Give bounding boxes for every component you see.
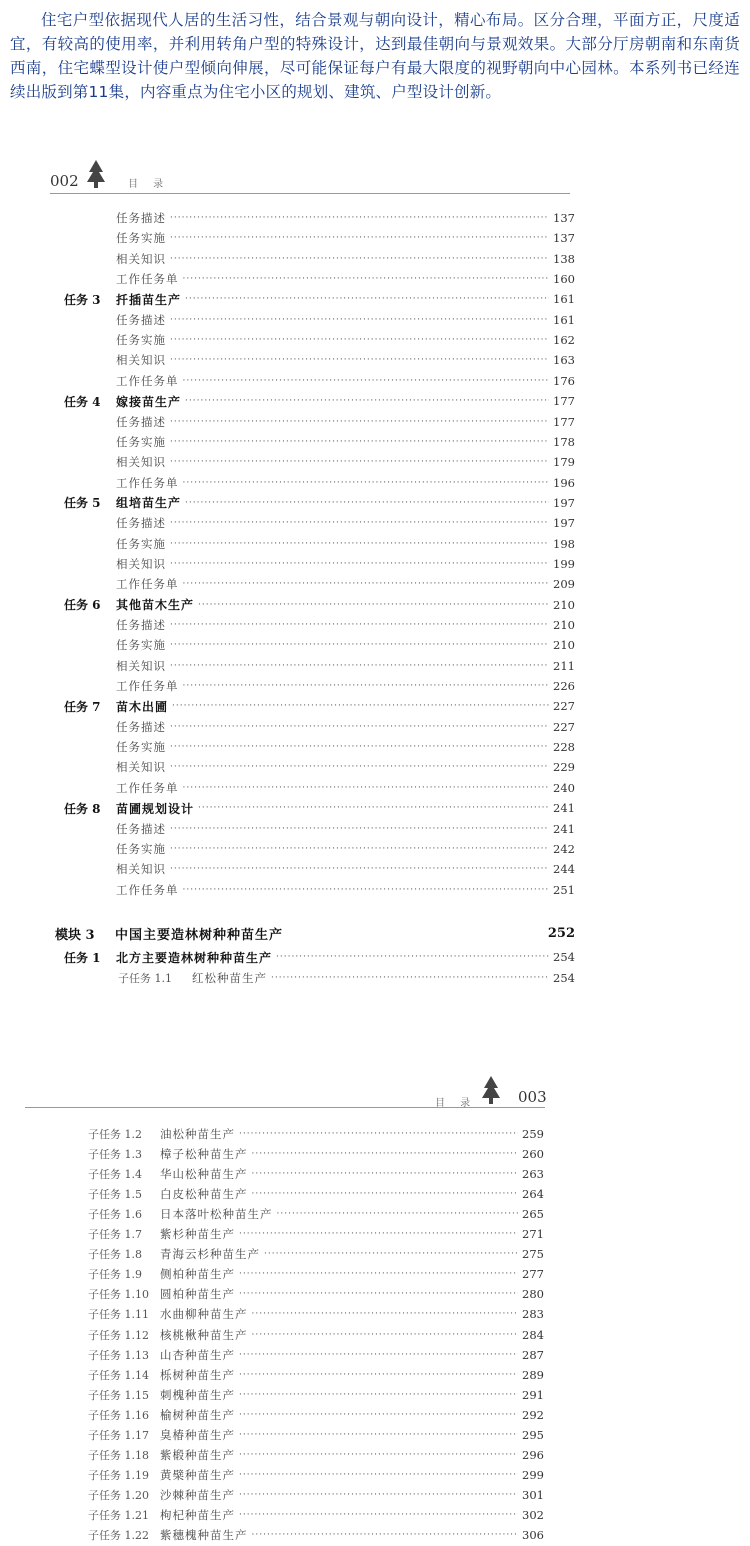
toc-page-number: 284 [522, 1327, 544, 1342]
toc-page-number: 177 [553, 414, 575, 429]
toc-leader-dots [170, 417, 549, 427]
toc-entry-code: 子任务 1.14 [88, 1368, 149, 1382]
toc-item-entry[interactable] [116, 412, 575, 432]
toc-item-entry[interactable] [116, 452, 575, 472]
toc-entry-code: 任务 8 [64, 801, 101, 816]
toc-entry-label: 华山松种苗生产 [160, 1167, 248, 1182]
toc-subtask-entry[interactable] [88, 1465, 544, 1485]
toc-subtask-entry[interactable] [88, 1325, 544, 1345]
toc-entry-label: 山杏种苗生产 [160, 1347, 235, 1362]
tree-icon [86, 160, 106, 190]
toc-page-number: 263 [522, 1167, 544, 1182]
toc-page-number: 264 [522, 1187, 544, 1202]
toc-entry-code: 任务 3 [64, 292, 101, 307]
toc-entry-label: 沙棘种苗生产 [160, 1487, 235, 1502]
toc-leader-dots [252, 1530, 519, 1540]
toc-leader-dots [183, 783, 550, 793]
toc-page-number: 138 [553, 251, 575, 266]
toc-subtask-entry[interactable] [88, 1304, 544, 1324]
toc-leader-dots [252, 1189, 519, 1199]
toc-entry-label: 青海云杉种苗生产 [160, 1247, 260, 1262]
toc-leader-dots [170, 864, 549, 874]
toc-item-entry[interactable] [116, 371, 575, 391]
toc-leader-dots [170, 213, 549, 223]
toc-entry-label: 任务描述 [116, 719, 166, 734]
toc-page-number: 301 [522, 1487, 544, 1502]
toc-entry-label: 任务描述 [116, 618, 166, 632]
toc-page-number: 137 [553, 231, 575, 246]
toc-entry-code: 子任务 1.3 [88, 1148, 142, 1162]
toc-page-number: 227 [553, 719, 575, 734]
toc-page-number: 197 [553, 516, 575, 531]
toc-entry-label: 工作任务单 [116, 780, 179, 795]
toc-entry-code: 任务 7 [64, 699, 101, 714]
toc-item-entry[interactable] [116, 717, 575, 737]
toc-leader-dots [239, 1490, 518, 1500]
toc-entry-label: 刺槐种苗生产 [160, 1387, 235, 1402]
toc-entry-label: 扦插苗生产 [116, 292, 182, 307]
toc-item-entry[interactable] [116, 310, 575, 330]
toc-page-number: 179 [553, 455, 575, 470]
toc-leader-dots [170, 233, 549, 243]
toc-subtask-entry[interactable] [88, 1224, 544, 1244]
toc-subtask-entry[interactable] [88, 1184, 544, 1204]
toc-entry-label: 其他苗木生产 [116, 598, 195, 613]
toc-subtask-entry[interactable] [88, 1525, 544, 1545]
toc-entry-code: 子任务 1.22 [88, 1529, 149, 1542]
toc-entry-code: 子任务 1.2 [88, 1128, 142, 1141]
toc-item-entry[interactable] [116, 330, 575, 350]
toc-entry-code: 子任务 1.9 [88, 1268, 142, 1282]
toc-leader-dots [170, 457, 549, 467]
toc-page-number: 210 [553, 597, 575, 612]
toc-entry-label: 栎树种苗生产 [160, 1367, 235, 1382]
toc-subtask-entry[interactable] [88, 1264, 544, 1284]
toc-task-entry[interactable] [64, 696, 575, 716]
page-header [25, 1080, 545, 1110]
page-header [50, 160, 570, 190]
toc-subtask-entry[interactable] [88, 1425, 544, 1445]
toc-item-entry[interactable] [116, 574, 575, 594]
toc-leader-dots [239, 1470, 518, 1480]
page-number: 003 [518, 1088, 547, 1106]
toc-page-number: 210 [553, 618, 575, 632]
running-head: 目 录 [128, 179, 170, 190]
toc-leader-dots [170, 742, 549, 752]
toc-entry-label: 紫穗槐种苗生产 [160, 1528, 248, 1542]
toc-page-number: 227 [553, 699, 575, 714]
toc-page-number: 137 [553, 211, 575, 225]
toc-subtask-entry[interactable] [88, 1204, 544, 1224]
toc-item-entry[interactable] [116, 635, 575, 655]
toc-leader-dots [170, 722, 549, 732]
toc-entry-label: 工作任务单 [116, 577, 179, 592]
toc-page-number: 299 [522, 1467, 544, 1482]
toc-page-number: 241 [553, 821, 575, 836]
toc-page-number: 271 [522, 1227, 544, 1242]
toc-entry-label: 红松种苗生产 [192, 970, 267, 985]
toc-task-entry[interactable] [64, 391, 575, 411]
toc-entry-code: 子任务 1.8 [88, 1248, 142, 1262]
toc-entry-code: 任务 5 [64, 496, 101, 511]
toc-subtask-entry[interactable] [88, 1244, 544, 1264]
toc-entry-label: 工作任务单 [116, 475, 179, 490]
toc-entry-code: 子任务 1.5 [88, 1188, 142, 1202]
toc-leader-dots [170, 762, 549, 772]
toc-entry-label: 工作任务单 [116, 373, 179, 388]
toc-subtask-entry[interactable] [118, 968, 575, 988]
toc-subtask-entry[interactable] [88, 1445, 544, 1465]
toc-entry-label: 紫椴种苗生产 [160, 1447, 235, 1462]
toc-page-number: 306 [522, 1528, 544, 1542]
toc-entry-label: 任务描述 [116, 516, 166, 531]
toc-leader-dots [170, 539, 549, 549]
toc-task-entry[interactable] [64, 493, 575, 513]
toc-entry-label: 樟子松种苗生产 [160, 1147, 248, 1162]
toc-page-number: 265 [522, 1207, 544, 1222]
toc-entry-label: 水曲柳种苗生产 [160, 1307, 248, 1322]
toc-page-number: 252 [547, 925, 575, 941]
toc-entry-code: 子任务 1.10 [88, 1288, 149, 1302]
toc-entry-code: 子任务 1.12 [88, 1328, 149, 1342]
toc-leader-dots [170, 254, 549, 264]
toc-entry-label: 嫁接苗生产 [116, 394, 182, 409]
toc-entry-label: 枸杞种苗生产 [160, 1507, 235, 1522]
toc-entry-label: 相关知识 [116, 353, 166, 368]
toc-item-entry[interactable] [116, 880, 575, 900]
toc-entry-code: 子任务 1.21 [88, 1508, 149, 1522]
toc-page-number: 210 [553, 638, 575, 653]
toc-item-entry[interactable] [116, 656, 575, 676]
toc-item-entry[interactable] [116, 473, 575, 493]
toc-entry-code: 任务 1 [64, 950, 101, 965]
toc-page-number: 244 [553, 862, 575, 877]
toc-entry-code: 任务 6 [64, 598, 101, 613]
toc-entry-label: 任务描述 [116, 821, 166, 836]
toc-module-entry[interactable] [55, 923, 575, 943]
toc-entry-code: 模块 3 [55, 927, 95, 943]
toc-leader-dots [252, 1309, 519, 1319]
toc-page-number: 240 [553, 780, 575, 795]
toc-leader-dots [185, 294, 549, 304]
toc-entry-label: 任务实施 [116, 536, 166, 551]
toc-task-entry[interactable] [64, 947, 575, 967]
toc-entry-label: 日本落叶松种苗生产 [160, 1207, 273, 1222]
toc-leader-dots [183, 681, 550, 691]
toc-entry-label: 任务实施 [116, 434, 166, 449]
toc-entry-label: 核桃楸种苗生产 [160, 1327, 248, 1342]
toc-item-entry[interactable] [116, 269, 575, 289]
toc-entry-label: 任务描述 [116, 312, 166, 327]
toc-item-entry[interactable] [116, 208, 575, 228]
running-head: 目 录 [435, 1098, 477, 1109]
toc-leader-dots [271, 973, 549, 983]
toc-leader-dots [183, 579, 550, 589]
toc-page-number: 197 [553, 495, 575, 510]
toc-item-entry[interactable] [116, 534, 575, 554]
header-rule [50, 193, 570, 194]
toc-page-number: 302 [522, 1507, 544, 1522]
toc-item-entry[interactable] [116, 839, 575, 859]
toc-leader-dots [239, 1390, 518, 1400]
toc-entry-label: 任务描述 [116, 414, 166, 429]
toc-page-002 [0, 155, 750, 995]
toc-leader-dots [170, 620, 549, 630]
toc-page-number: 251 [553, 882, 575, 897]
toc-page-number: 254 [553, 950, 575, 964]
toc-entry-label: 侧柏种苗生产 [160, 1267, 235, 1282]
toc-page-number: 259 [522, 1127, 544, 1141]
toc-leader-dots [185, 498, 549, 508]
toc-leader-dots [264, 1249, 518, 1259]
toc-page-number: 283 [522, 1307, 544, 1322]
toc-entry-code: 子任务 1.7 [88, 1228, 142, 1242]
toc-item-entry[interactable] [116, 859, 575, 879]
toc-entry-code: 子任务 1.1 [118, 971, 172, 985]
toc-subtask-entry[interactable] [88, 1284, 544, 1304]
toc-leader-dots [239, 1289, 518, 1299]
toc-leader-dots [170, 559, 549, 569]
toc-leader-dots [183, 376, 550, 386]
toc-entry-code: 子任务 1.6 [88, 1208, 142, 1222]
toc-subtask-entry[interactable] [88, 1365, 544, 1385]
toc-entry-code: 子任务 1.13 [88, 1348, 149, 1362]
toc-page-number: 296 [522, 1447, 544, 1462]
toc-leader-dots [198, 803, 549, 813]
toc-task-entry[interactable] [64, 595, 575, 615]
toc-item-entry[interactable] [116, 615, 575, 635]
toc-page-number: 260 [522, 1147, 544, 1162]
toc-page-number: 198 [553, 536, 575, 551]
toc-leader-dots [170, 824, 549, 834]
toc-leader-dots [185, 396, 549, 406]
toc-subtask-entry[interactable] [88, 1144, 544, 1164]
toc-page-number: 209 [553, 577, 575, 592]
toc-page-number: 160 [553, 272, 575, 287]
toc-entry-label: 相关知识 [116, 658, 166, 673]
toc-page-number: 178 [553, 434, 575, 449]
toc-entry-label: 苗圃规划设计 [116, 801, 195, 816]
toc-leader-dots [252, 1330, 519, 1340]
toc-page-number: 228 [553, 740, 575, 755]
toc-page-number: 226 [553, 679, 575, 694]
toc-leader-dots [239, 1410, 518, 1420]
toc-entry-code: 子任务 1.11 [88, 1308, 149, 1322]
toc-leader-dots [252, 1149, 519, 1159]
toc-page-number: 289 [522, 1367, 544, 1382]
toc-entry-code: 任务 4 [64, 394, 101, 409]
toc-entry-label: 任务实施 [116, 841, 166, 856]
toc-entry-code: 子任务 1.18 [88, 1448, 149, 1462]
toc-item-entry[interactable] [116, 819, 575, 839]
toc-leader-dots [183, 885, 550, 895]
page-number: 002 [50, 172, 79, 190]
toc-page-number: 211 [553, 658, 575, 673]
toc-page-number: 295 [522, 1427, 544, 1442]
toc-leader-dots [239, 1430, 518, 1440]
toc-entry-label: 黄檗种苗生产 [160, 1467, 235, 1482]
toc-page-number: 277 [522, 1267, 544, 1282]
toc-entry-code: 子任务 1.16 [88, 1408, 149, 1422]
intro-paragraph: 住宅户型依据现代人居的生活习性，结合景观与朝向设计，精心布局。区分合理，平面方正，尺度适宜，有较高的使用率，并利用转角户型的特殊设计，达到最佳朝向与景观效果。大部分厅房朝南和东南货西南，住宅蝶型设计使户型倾向伸展，尽可能保证每户有最大限度的视野朝向中心园林。本系列书已经连续出版到第11集，内容重点为住宅小区的规划、建筑、户型设计创新。 [10, 11, 740, 101]
toc-entry-label: 任务实施 [116, 740, 166, 755]
toc-item-entry[interactable] [116, 513, 575, 533]
toc-page-number: 292 [522, 1407, 544, 1422]
toc-entry-label: 任务描述 [116, 211, 166, 225]
toc-page-number: 161 [553, 312, 575, 327]
toc-page-number: 287 [522, 1347, 544, 1362]
toc-entry-label: 榆树种苗生产 [160, 1407, 235, 1422]
toc-subtask-entry[interactable] [88, 1405, 544, 1425]
toc-task-entry[interactable] [64, 289, 575, 309]
toc-entry-label: 苗木出圃 [116, 699, 169, 714]
toc-leader-dots [239, 1269, 518, 1279]
toc-page-number: 162 [553, 333, 575, 348]
toc-page-number: 161 [553, 292, 575, 307]
toc-entry-label: 紫杉种苗生产 [160, 1227, 235, 1242]
toc-entry-label: 任务实施 [116, 638, 166, 653]
toc-page-number: 242 [553, 841, 575, 856]
toc-page-number: 199 [553, 556, 575, 571]
toc-leader-dots [198, 600, 549, 610]
toc-leader-dots [276, 952, 549, 962]
toc-page-number: 280 [522, 1287, 544, 1302]
toc-entry-label: 任务实施 [116, 231, 166, 246]
toc-page-number: 176 [553, 373, 575, 388]
toc-entry-label: 相关知识 [116, 251, 166, 266]
toc-entry-label: 北方主要造林树种种苗生产 [116, 950, 273, 965]
toc-item-entry[interactable] [116, 737, 575, 757]
toc-task-entry[interactable] [64, 798, 575, 818]
toc-page-number: 275 [522, 1247, 544, 1262]
toc-leader-dots [170, 844, 549, 854]
toc-item-entry[interactable] [116, 757, 575, 777]
toc-leader-dots [170, 661, 549, 671]
toc-entry-label: 任务实施 [116, 333, 166, 348]
toc-subtask-entry[interactable] [88, 1124, 544, 1144]
toc-entry-code: 子任务 1.15 [88, 1388, 149, 1402]
toc-entry-label: 油松种苗生产 [160, 1127, 235, 1141]
toc-page-003 [0, 1075, 750, 1546]
toc-entry-label: 白皮松种苗生产 [160, 1187, 248, 1202]
toc-entry-label: 中国主要造林树种种苗生产 [115, 927, 284, 943]
toc-page-number: 177 [553, 394, 575, 409]
toc-leader-dots [239, 1370, 518, 1380]
toc-leader-dots [170, 335, 549, 345]
toc-page-number: 163 [553, 353, 575, 368]
toc-subtask-entry[interactable] [88, 1505, 544, 1525]
toc-entry-label: 相关知识 [116, 455, 166, 470]
toc-subtask-entry[interactable] [88, 1345, 544, 1365]
toc-entry-code: 子任务 1.20 [88, 1488, 149, 1502]
toc-leader-dots [183, 274, 550, 284]
toc-item-entry[interactable] [116, 778, 575, 798]
tree-icon [480, 1076, 502, 1106]
toc-entry-code: 子任务 1.4 [88, 1168, 142, 1182]
toc-entry-code: 子任务 1.19 [88, 1468, 149, 1482]
toc-subtask-entry[interactable] [88, 1164, 544, 1184]
toc-entry-label: 相关知识 [116, 862, 166, 877]
toc-entry-label: 圆柏种苗生产 [160, 1287, 235, 1302]
toc-leader-dots [252, 1169, 519, 1179]
toc-page-number: 291 [522, 1387, 544, 1402]
toc-subtask-entry[interactable] [88, 1485, 544, 1505]
toc-entry-label: 臭椿种苗生产 [160, 1427, 235, 1442]
toc-item-entry[interactable] [116, 249, 575, 269]
toc-entry-label: 工作任务单 [116, 272, 179, 287]
toc-item-entry[interactable] [116, 554, 575, 574]
toc-item-entry[interactable] [116, 432, 575, 452]
toc-leader-dots [239, 1510, 518, 1520]
toc-leader-dots [277, 1209, 519, 1219]
toc-leader-dots [239, 1450, 518, 1460]
toc-leader-dots [170, 518, 549, 528]
toc-subtask-entry[interactable] [88, 1385, 544, 1405]
toc-page-number: 254 [553, 970, 575, 985]
toc-entry-label: 组培苗生产 [116, 496, 182, 511]
toc-entry-label: 工作任务单 [116, 679, 179, 694]
toc-entry-label: 相关知识 [116, 556, 166, 571]
toc-leader-dots [172, 701, 549, 711]
toc-entry-label: 工作任务单 [116, 882, 179, 897]
toc-page-number: 196 [553, 475, 575, 490]
toc-item-entry[interactable] [116, 676, 575, 696]
toc-page-number: 229 [553, 760, 575, 775]
toc-leader-dots [183, 478, 550, 488]
toc-item-entry[interactable] [116, 228, 575, 248]
toc-entry-label: 相关知识 [116, 760, 166, 775]
toc-leader-dots [170, 355, 549, 365]
toc-leader-dots [239, 1350, 518, 1360]
toc-leader-dots [239, 1229, 518, 1239]
toc-leader-dots [239, 1129, 518, 1139]
toc-page-number: 241 [553, 801, 575, 816]
toc-item-entry[interactable] [116, 350, 575, 370]
toc-leader-dots [170, 315, 549, 325]
toc-entry-code: 子任务 1.17 [88, 1428, 149, 1442]
toc-leader-dots [170, 437, 549, 447]
toc-leader-dots [170, 640, 549, 650]
